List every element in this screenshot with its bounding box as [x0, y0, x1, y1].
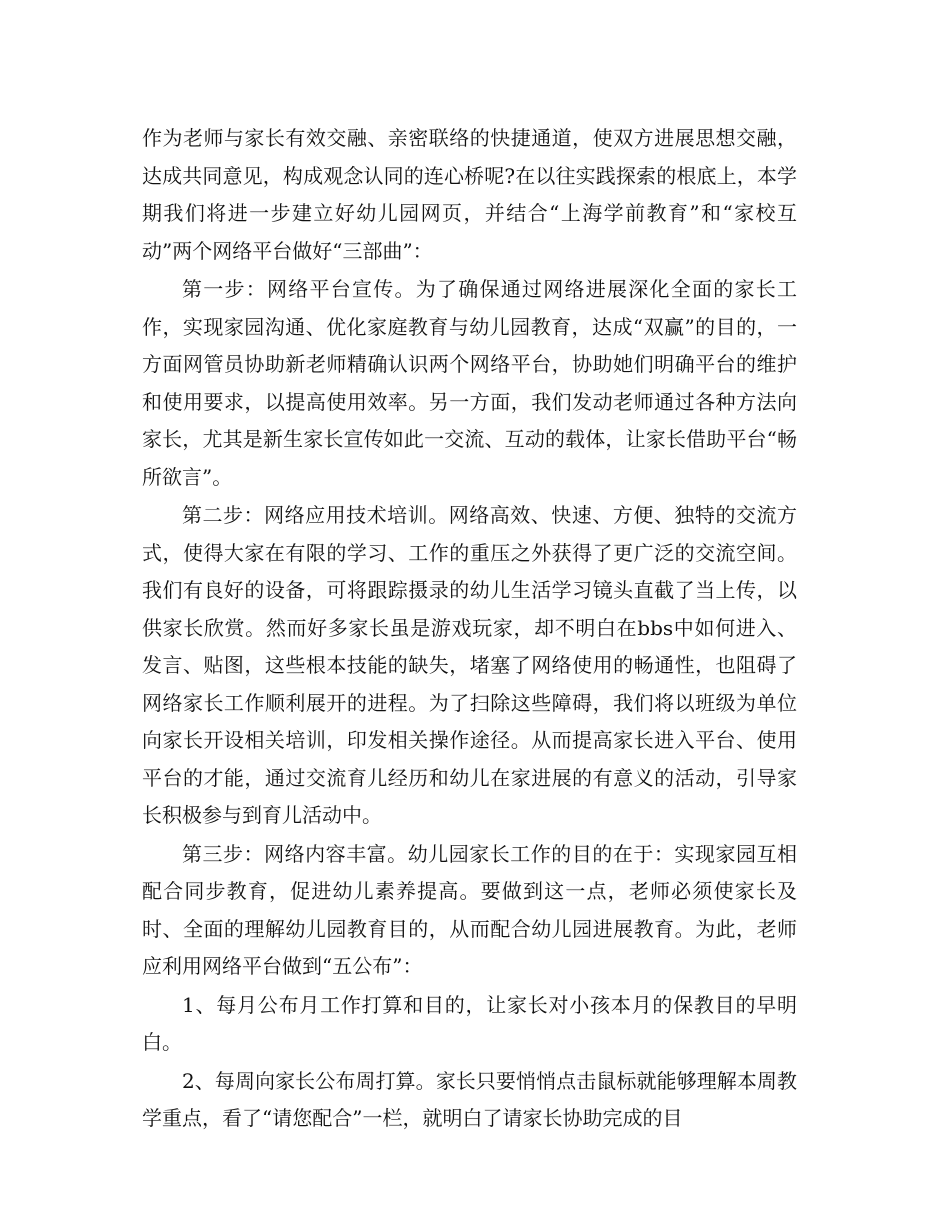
- document-page: [142, 120, 797, 1138]
- paragraph-step-two: 第二步：网络应用技术培训。网络高效、快速、方便、独特的交流方式，使得大家在有限的学习、工作的重压之外获得了更广泛的交流空间。我们有良好的设备，可将跟踪摄录的幼儿生活学习镜头直截了当上传，以供家长欣赏。然而好多家长虽是游戏玩家，却不明白在bbs中如何进入、发言、贴图，这些根本技能的缺失，堵塞了网络使用的畅通性，也阻碍了网络家长工作顺利展开的进程。为了扫除这些障碍，我们将以班级为单位向家长开设相关培训，印发相关操作途径。从而提高家长进入平台、使用平台的才能，通过交流育儿经历和幼儿在家进展的有意义的活动，引导家长积极参与到育儿活动中。: [142, 503, 797, 827]
- paragraph-step-one: 第一步：网络平台宣传。为了确保通过网络进展深化全面的家长工作，实现家园沟通、优化家庭教育与幼儿园教育，达成“双赢”的目的，一方面网管员协助新老师精确认识两个网络平台，协助她们明确平台的维护和使用要求，以提高使用效率。另一方面，我们发动老师通过各种方法向家长，尤其是新生家长宣传如此一交流、互动的载体，让家长借助平台“畅所欲言”。: [142, 277, 797, 489]
- list-item-monthly-plan: 1、每月公布月工作打算和目的，让家长对小孩本月的保教目的早明白。: [142, 992, 797, 1054]
- paragraph-step-three: 第三步：网络内容丰富。幼儿园家长工作的目的在于：实现家园互相配合同步教育，促进幼儿素养提高。要做到这一点，老师必须使家长及时、全面的理解幼儿园教育目的，从而配合幼儿园进展教育。为此，老师应利用网络平台做到“五公布”：: [142, 841, 797, 978]
- list-item-weekly-plan: 2、每周向家长公布周打算。家长只要悄悄点击鼠标就能够理解本周教学重点，看了“请您配合”一栏，就明白了请家长协助完成的目: [142, 1068, 797, 1130]
- paragraph-intro: 作为老师与家长有效交融、亲密联络的快捷通道，使双方进展思想交融，达成共同意见，构成观念认同的连心桥呢?在以往实践探索的根底上，本学期我们将进一步建立好幼儿园网页，并结合“上海学前教育”和“家校互动”两个网络平台做好“三部曲”：: [142, 126, 797, 263]
